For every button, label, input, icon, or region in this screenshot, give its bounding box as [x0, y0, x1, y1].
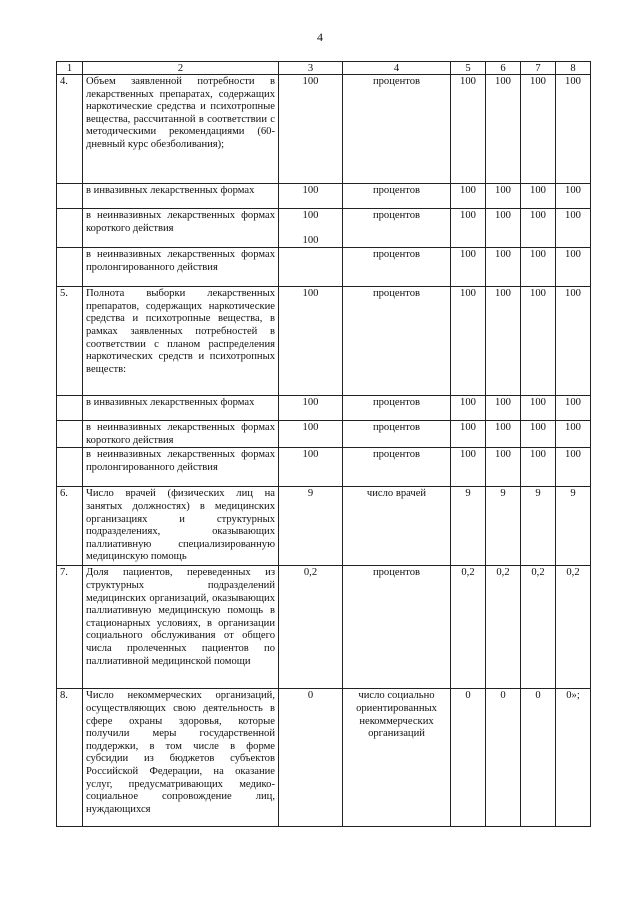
- unit-of-measure: число врачей: [343, 487, 451, 566]
- year-value-6: 100: [486, 448, 521, 487]
- indicator-description: Полнота выборки лекарственных препаратов, содержащих наркотические средства и психотропные вещества, в рамках заявленных потребностей в соответствии с планом распределения наркотических средств и психотропных веществ:: [83, 287, 279, 396]
- indicator-description: в неинвазивных лекарственных формах пролонгированного действия: [83, 448, 279, 487]
- year-value-8: 100: [556, 421, 591, 448]
- year-value-8: 100: [556, 287, 591, 396]
- year-value-6: 0: [486, 689, 521, 827]
- unit-of-measure: процентов: [343, 209, 451, 248]
- year-value-6: 100: [486, 421, 521, 448]
- unit-of-measure: число социально ориентированных некоммерческих организаций: [343, 689, 451, 827]
- table-row: [57, 421, 591, 448]
- year-value-5: 9: [451, 487, 486, 566]
- unit-of-measure: процентов: [343, 287, 451, 396]
- base-value-text: 9: [307, 488, 314, 500]
- header-cell: 5: [451, 62, 486, 75]
- base-value: [279, 448, 343, 487]
- row-number: 5.: [57, 287, 83, 396]
- base-value-text: 100: [302, 288, 319, 300]
- base-value: [279, 689, 343, 827]
- year-value-7: 100: [521, 421, 556, 448]
- year-value-6: 0,2: [486, 566, 521, 689]
- year-value-7: 0,2: [521, 566, 556, 689]
- base-value: [279, 566, 343, 689]
- year-value-8: 100: [556, 248, 591, 287]
- base-value-text: 0,2: [303, 567, 318, 579]
- table-row: [57, 184, 591, 209]
- year-value-6: 100: [486, 396, 521, 421]
- base-value: [279, 287, 343, 396]
- unit-of-measure: процентов: [343, 396, 451, 421]
- year-value-5: 0: [451, 689, 486, 827]
- base-value-extra: 100: [302, 234, 319, 246]
- base-value: [279, 248, 343, 287]
- row-number: [57, 184, 83, 209]
- indicator-description: Число врачей (физических лиц на занятых должностях) в медицинских организациях и структурных подразделениях, оказывающих паллиативную специализированную медицинскую помощь: [83, 487, 279, 566]
- indicator-description: в неинвазивных лекарственных формах короткого действия: [83, 209, 279, 248]
- year-value-6: 100: [486, 209, 521, 248]
- year-value-7: 100: [521, 248, 556, 287]
- year-value-8: 0,2: [556, 566, 591, 689]
- indicator-description: в неинвазивных лекарственных формах короткого действия: [83, 421, 279, 448]
- unit-of-measure: процентов: [343, 448, 451, 487]
- base-value-text: 0: [307, 690, 314, 702]
- row-number: [57, 248, 83, 287]
- row-number: [57, 421, 83, 448]
- table-row: [57, 248, 591, 287]
- year-value-5: 0,2: [451, 566, 486, 689]
- base-value: [279, 396, 343, 421]
- year-value-8: 100: [556, 396, 591, 421]
- header-cell: 7: [521, 62, 556, 75]
- year-value-8: 100: [556, 184, 591, 209]
- row-number: [57, 448, 83, 487]
- year-value-8: 0»;: [556, 689, 591, 827]
- year-value-7: 9: [521, 487, 556, 566]
- base-value-text: 100: [302, 397, 319, 409]
- base-value-text: 100: [302, 422, 319, 434]
- indicator-description: в инвазивных лекарственных формах: [83, 396, 279, 421]
- unit-of-measure: процентов: [343, 566, 451, 689]
- year-value-8: 100: [556, 448, 591, 487]
- year-value-6: 100: [486, 248, 521, 287]
- header-cell: 3: [279, 62, 343, 75]
- unit-of-measure: процентов: [343, 421, 451, 448]
- unit-of-measure: процентов: [343, 248, 451, 287]
- indicator-description: в инвазивных лекарственных формах: [83, 184, 279, 209]
- row-number: 7.: [57, 566, 83, 689]
- indicator-description: Доля пациентов, переведенных из структурных подразделений медицинских организаций, оказывающих паллиативную медицинскую помощь в стационарных условиях, в организации социального обслуживания от общего числа пролеченных пациентов по паллиативной медицинской помощи: [83, 566, 279, 689]
- table-row: [57, 287, 591, 396]
- table-row: [57, 75, 591, 184]
- table-row: [57, 689, 591, 827]
- table-row: [57, 209, 591, 248]
- year-value-5: 100: [451, 184, 486, 209]
- year-value-5: 100: [451, 248, 486, 287]
- row-number: [57, 209, 83, 248]
- base-value: [279, 487, 343, 566]
- year-value-5: 100: [451, 287, 486, 396]
- year-value-7: 100: [521, 448, 556, 487]
- year-value-6: 100: [486, 287, 521, 396]
- year-value-7: 0: [521, 689, 556, 827]
- year-value-5: 100: [451, 448, 486, 487]
- base-value-text: 100: [302, 449, 319, 461]
- header-cell: 4: [343, 62, 451, 75]
- year-value-7: 100: [521, 209, 556, 248]
- header-cell: 8: [556, 62, 591, 75]
- base-value: [279, 421, 343, 448]
- row-number: 4.: [57, 75, 83, 184]
- row-number: 8.: [57, 689, 83, 827]
- base-value-text: 100: [302, 185, 319, 196]
- base-value: [279, 75, 343, 184]
- header-cell: 6: [486, 62, 521, 75]
- base-value-text: 100: [302, 76, 319, 87]
- header-cell: 2: [83, 62, 279, 75]
- indicator-description: Объем заявленной потребности в лекарственных препаратах, содержащих наркотические средства и психотропные вещества, рассчитанной в соответствии с методическими рекомендациями (60-дневный курс обезболивания);: [83, 75, 279, 184]
- year-value-5: 100: [451, 396, 486, 421]
- year-value-8: 100: [556, 209, 591, 248]
- year-value-5: 100: [451, 75, 486, 184]
- page-number: 4: [317, 30, 323, 44]
- year-value-8: 9: [556, 487, 591, 566]
- table-row: [57, 396, 591, 421]
- year-value-7: 100: [521, 75, 556, 184]
- year-value-5: 100: [451, 209, 486, 248]
- table-row: [57, 448, 591, 487]
- year-value-5: 100: [451, 421, 486, 448]
- row-number: 6.: [57, 487, 83, 566]
- base-value-text: 100: [302, 210, 319, 221]
- year-value-7: 100: [521, 287, 556, 396]
- year-value-6: 9: [486, 487, 521, 566]
- table-row: [57, 566, 591, 689]
- unit-of-measure: процентов: [343, 184, 451, 209]
- year-value-6: 100: [486, 184, 521, 209]
- row-number: [57, 396, 83, 421]
- year-value-7: 100: [521, 396, 556, 421]
- indicators-table: [56, 61, 591, 827]
- year-value-6: 100: [486, 75, 521, 184]
- indicator-description: в неинвазивных лекарственных формах пролонгированного действия: [83, 248, 279, 287]
- unit-of-measure: процентов: [343, 75, 451, 184]
- header-cell: 1: [57, 62, 83, 75]
- indicator-description: Число некоммерческих организаций, осуществляющих свою деятельность в сфере охраны здоровья, которые получили меры государственной поддержки, в том числе в форме субсидии из бюджетов субъектов Российской Федерации, на оказание услуг, предусматривающих медико-социальное сопровождение лиц, нуждающихся: [83, 689, 279, 827]
- base-value: [279, 209, 343, 248]
- year-value-7: 100: [521, 184, 556, 209]
- year-value-8: 100: [556, 75, 591, 184]
- table-row: [57, 487, 591, 566]
- base-value: [279, 184, 343, 209]
- header-row: [57, 62, 591, 75]
